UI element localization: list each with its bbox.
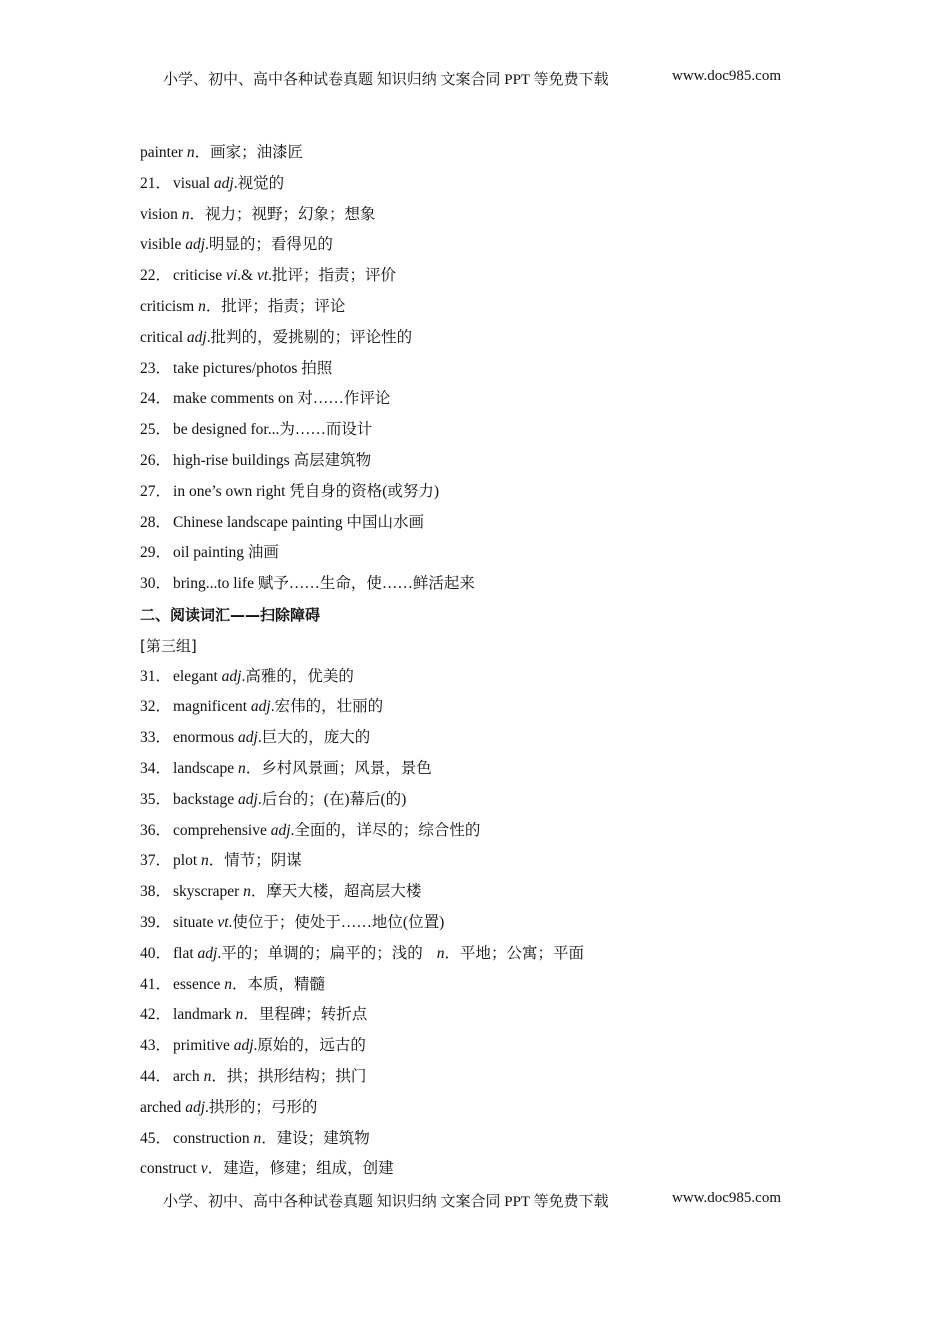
entry-word: take pictures/photos 拍照 xyxy=(173,359,333,377)
vocab-entry xyxy=(140,758,820,789)
vocab-entry xyxy=(140,542,820,573)
entry-word: oil painting 油画 xyxy=(173,544,279,562)
entry-word: bring...to life 赋予……生命，使……鲜活起来 xyxy=(173,575,475,593)
entry-word: plot xyxy=(173,852,202,870)
page-header xyxy=(163,68,803,89)
entry-definition: .明显的；看得见的 xyxy=(205,236,333,254)
entry-word: magnificent xyxy=(173,698,251,716)
part-of-speech: adj xyxy=(185,1098,205,1116)
part-of-speech: n xyxy=(253,1129,262,1147)
entry-number: 24． xyxy=(140,390,172,408)
part-of-speech: n xyxy=(186,144,195,161)
vocab-entry xyxy=(140,696,820,727)
entry-word: construct xyxy=(140,1160,201,1178)
entry-word: skyscraper xyxy=(173,883,244,901)
header-text: 小学、初中、高中各种试卷真题 知识归纳 文案合同 PPT 等免费下载 xyxy=(163,72,609,88)
entry-number: 44． xyxy=(140,1067,172,1085)
entry-word: vision xyxy=(140,205,182,223)
vocab-entry xyxy=(140,666,820,697)
entry-definition: ．里程碑；转折点 xyxy=(243,1006,368,1024)
footer-url[interactable]: www.doc985.com xyxy=(672,1190,782,1206)
entry-word: essence xyxy=(173,975,225,993)
part-of-speech: n xyxy=(203,1067,212,1085)
entry-number: 42． xyxy=(140,1006,172,1024)
group-label: [第三组] xyxy=(140,636,197,655)
header-url[interactable]: www.doc985.com xyxy=(672,68,782,84)
entry-number: 33． xyxy=(140,729,172,747)
entry-definition: ．建设；建筑物 xyxy=(261,1129,370,1147)
part-of-speech: n xyxy=(243,883,251,901)
part-of-speech: adj xyxy=(270,821,291,839)
entry-number: 22． xyxy=(140,267,172,285)
entry-definition: ．拱；拱形结构；拱门 xyxy=(211,1067,367,1085)
part-of-speech: adj xyxy=(213,174,234,192)
vocab-entry xyxy=(140,974,820,1005)
vocab-entry xyxy=(140,296,820,327)
vocab-entry xyxy=(140,481,820,512)
part-of-speech: adj xyxy=(185,236,206,254)
entry-number: 35． xyxy=(140,790,172,808)
vocab-entry xyxy=(140,142,820,173)
entry-word: make comments on 对……作评论 xyxy=(173,390,391,408)
vocab-entry xyxy=(140,789,820,820)
entry-number: 32． xyxy=(140,698,172,716)
vocab-entry xyxy=(140,1097,820,1128)
entry-definition: .巨大的，庞大的 xyxy=(257,729,371,747)
entry-word: comprehensive xyxy=(173,821,271,839)
entry-number: 37． xyxy=(140,852,172,870)
entry-definition: .后台的；(在)幕后(的) xyxy=(257,790,407,808)
part-of-speech: vt xyxy=(217,913,229,931)
entry-number: 40． xyxy=(140,944,172,962)
entry-number: 34． xyxy=(140,759,172,777)
vocab-entry xyxy=(140,912,820,943)
entry-definition: ．画家；油漆匠 xyxy=(194,144,304,161)
entry-word: painter xyxy=(140,144,187,161)
part-of-speech: adj xyxy=(186,328,207,346)
vocab-entry xyxy=(140,265,820,296)
entry-word: criticism xyxy=(140,297,199,315)
entry-word: primitive xyxy=(173,1037,234,1055)
entry-word: flat xyxy=(173,944,198,962)
entry-definition: ．摩天大楼，超高层大楼 xyxy=(250,883,422,901)
entry-number: 45． xyxy=(140,1129,172,1147)
entry-definition: .视觉的 xyxy=(233,174,285,192)
entry-definition: .拱形的；弓形的 xyxy=(205,1098,318,1116)
entry-number: 27． xyxy=(140,482,172,500)
entry-definition: .平的；单调的；扁平的；浅的 xyxy=(217,944,423,962)
entry-word: situate xyxy=(173,913,218,931)
entry-definition: ．建造，修建；组成，创建 xyxy=(207,1160,394,1178)
entry-definition: .& xyxy=(237,267,257,285)
entry-definition: .宏伟的，壮丽的 xyxy=(270,698,384,716)
vocab-entry xyxy=(140,358,820,389)
entry-number: 28． xyxy=(140,513,172,531)
vocab-entry xyxy=(140,327,820,358)
vocab-entry xyxy=(140,850,820,881)
entry-definition: ．视力；视野；幻象；想象 xyxy=(189,205,376,223)
part-of-speech: adj xyxy=(197,944,218,962)
entry-word: arched xyxy=(140,1098,186,1116)
part-of-speech: adj xyxy=(238,790,258,808)
entry-number: 23． xyxy=(140,359,172,377)
page-footer xyxy=(163,1190,803,1211)
part-of-speech: n xyxy=(181,205,190,223)
entry-word: in one’s own right 凭自身的资格(或努力) xyxy=(173,482,440,500)
part-of-speech: n xyxy=(238,759,246,777)
entry-word: visible xyxy=(140,236,186,254)
entry-definition: .高雅的，优美的 xyxy=(241,667,354,685)
entry-number: 31． xyxy=(140,667,172,685)
entry-definition: ．平地；公寓；平面 xyxy=(444,944,585,962)
entry-definition: .批判的，爱挑剔的；评论性的 xyxy=(206,328,413,346)
entry-number: 29． xyxy=(140,544,172,562)
part-of-speech: n xyxy=(224,975,232,993)
entry-definition: .批评；指责；评价 xyxy=(268,267,397,285)
part-of-speech: n xyxy=(235,1006,244,1024)
entry-word: backstage xyxy=(173,790,238,808)
vocab-entry xyxy=(140,1035,820,1066)
entry-definition: ．批评；指责；评论 xyxy=(205,297,346,315)
entry-number: 26． xyxy=(140,451,172,469)
vocab-entry xyxy=(140,234,820,265)
vocab-entry xyxy=(140,450,820,481)
entry-definition: ．情节；阴谋 xyxy=(208,852,302,870)
vocab-entry xyxy=(140,727,820,758)
entry-word: arch xyxy=(173,1067,204,1085)
entry-definition: .原始的，远古的 xyxy=(253,1037,366,1055)
entry-number: 43． xyxy=(140,1037,172,1055)
entry-definition: .全面的，详尽的；综合性的 xyxy=(290,821,481,839)
entry-word: enormous xyxy=(173,729,239,747)
entry-word: high-rise buildings 高层建筑物 xyxy=(173,451,372,469)
vocab-entry xyxy=(140,1158,820,1189)
entry-number: 38． xyxy=(140,883,172,901)
entry-word: elegant xyxy=(173,667,222,685)
part-of-speech: n xyxy=(198,297,206,315)
vocab-entry xyxy=(140,943,820,974)
vocab-entry xyxy=(140,1128,820,1159)
part-of-speech: vi xyxy=(225,267,238,285)
entry-number: 39． xyxy=(140,913,172,931)
entry-word: criticise xyxy=(173,267,226,285)
entry-number: 21． xyxy=(140,174,172,192)
vocabulary-list xyxy=(140,142,820,1189)
part-of-speech: v xyxy=(200,1160,208,1178)
vocab-entry xyxy=(140,820,820,851)
part-of-speech: adj xyxy=(250,698,271,716)
entry-definition: ．本质，精髓 xyxy=(231,975,325,993)
entry-definition: ．乡村风景画；风景，景色 xyxy=(245,759,432,777)
entry-word: landscape xyxy=(173,759,238,777)
part-of-speech: n xyxy=(436,944,445,962)
entry-word: critical xyxy=(140,328,187,346)
entry-number: 25． xyxy=(140,421,172,439)
vocab-entry xyxy=(140,1004,820,1035)
entry-definition: .使位于；使处于……地位(位置) xyxy=(228,913,445,931)
part-of-speech: adj xyxy=(238,729,258,747)
entry-number: 36． xyxy=(140,821,172,839)
part-of-speech: vt xyxy=(256,267,269,285)
vocab-entry xyxy=(140,173,820,204)
entry-word: Chinese landscape painting 中国山水画 xyxy=(173,513,424,531)
vocab-entry xyxy=(140,512,820,543)
entry-word: visual xyxy=(173,174,214,192)
entry-number: 41． xyxy=(140,975,172,993)
entry-word: landmark xyxy=(173,1006,236,1024)
part-of-speech: adj xyxy=(233,1037,254,1055)
entry-number: 30． xyxy=(140,575,172,593)
vocab-entry xyxy=(140,1066,820,1097)
footer-text: 小学、初中、高中各种试卷真题 知识归纳 文案合同 PPT 等免费下载 xyxy=(163,1194,609,1210)
vocab-entry xyxy=(140,881,820,912)
part-of-speech: n xyxy=(201,852,209,870)
entry-word: construction xyxy=(173,1129,254,1147)
entry-word: be designed for...为……而设计 xyxy=(173,421,373,439)
section-heading: 二、阅读词汇——扫除障碍 xyxy=(140,605,321,624)
part-of-speech: adj xyxy=(221,667,242,685)
vocab-entry xyxy=(140,419,820,450)
vocab-entry xyxy=(140,388,820,419)
vocab-entry xyxy=(140,573,820,604)
vocab-entry xyxy=(140,204,820,235)
